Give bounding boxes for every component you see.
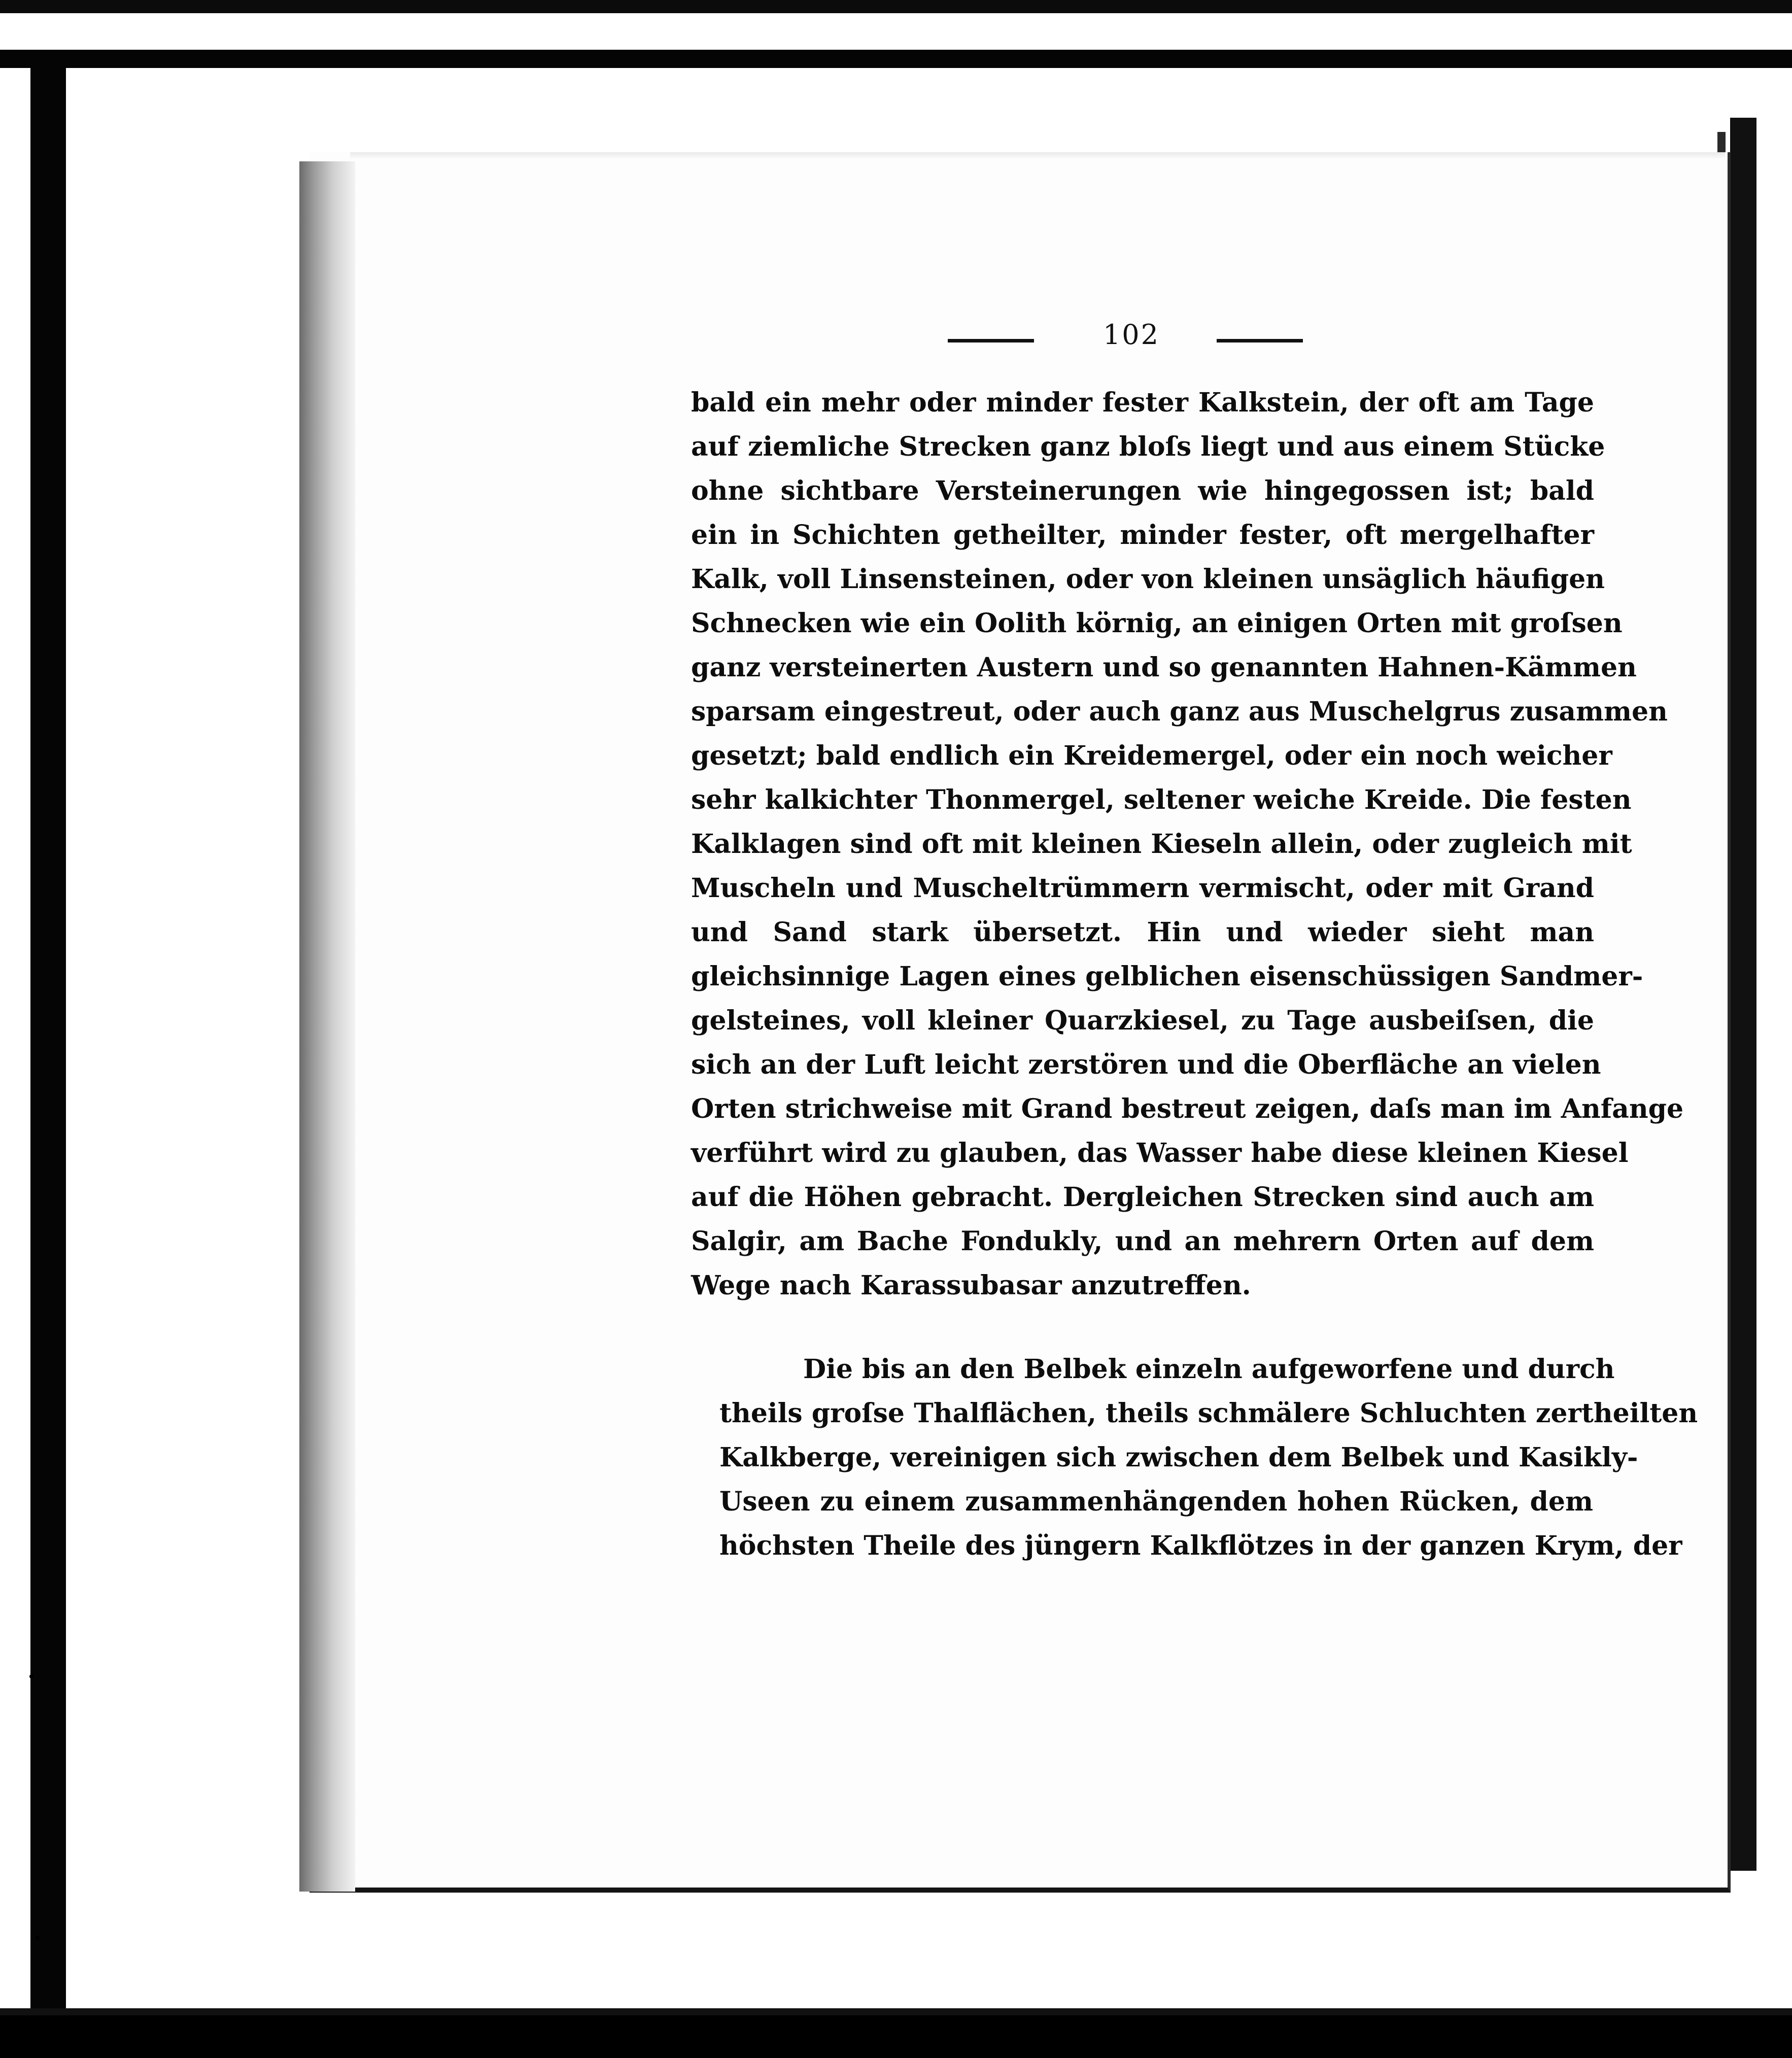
text-line: theils groſse Thalflächen, theils schmälere Schluchten zertheilten — [719, 1398, 1698, 1429]
scan-border-bottom-rule — [0, 2008, 1792, 2015]
scan-speck — [36, 1936, 40, 1940]
text-line: Kalklagen sind oft mit kleinen Kieseln allein, oder zugleich mit — [691, 829, 1632, 860]
scan-border-top-inner — [0, 50, 1792, 68]
facing-page-edge — [1730, 118, 1756, 1871]
page-gutter-shadow — [299, 161, 355, 1892]
scan-border-left — [30, 50, 66, 2008]
header-rule-left — [948, 339, 1034, 342]
text-line: ein in Schichten getheilter, minder fester, oft mergelhafter — [691, 520, 1594, 551]
text-line: Muscheln und Muscheltrümmern vermischt, oder mit Grand — [691, 873, 1594, 904]
text-line: Useen zu einem zusammenhängenden hohen Rücken, dem — [719, 1486, 1593, 1517]
text-line: höchsten Theile des jüngern Kalkflötzes in der ganzen Krym, der — [719, 1530, 1682, 1561]
text-line: Salgir, am Bache Fondukly, und an mehrern Orten auf dem — [691, 1226, 1594, 1257]
text-line: Wege nach Karassubasar anzutreffen. — [691, 1270, 1251, 1301]
text-line: ganz versteinerten Austern und so genannten Hahnen-Kämmen — [691, 652, 1637, 683]
text-line: gesetzt; bald endlich ein Kreidemergel, oder ein noch weicher — [691, 740, 1612, 771]
text-line: Die bis an den Belbek einzeln aufgeworfene und durch — [803, 1354, 1615, 1385]
scan-speck — [29, 1674, 33, 1678]
text-line: auf die Höhen gebracht. Dergleichen Strecken sind auch am — [691, 1182, 1594, 1213]
text-line: Kalk, voll Linsensteinen, oder von kleinen unsäglich häufigen — [691, 564, 1605, 595]
paragraph-1 — [691, 381, 1684, 1308]
text-line: verführt wird zu glauben, das Wasser habe diese kleinen Kiesel — [691, 1138, 1629, 1169]
text-line: und Sand stark übersetzt. Hin und wieder sieht man — [691, 917, 1594, 948]
paragraph-2 — [719, 1347, 1698, 1568]
text-line: auf ziemliche Strecken ganz bloſs liegt und aus einem Stücke — [691, 431, 1605, 462]
text-line: Schnecken wie ein Oolith körnig, an einigen Orten mit groſsen — [691, 608, 1623, 639]
text-line: gelsteines, voll kleiner Quarzkiesel, zu Tage ausbeiſsen, die — [691, 1005, 1594, 1036]
scan-border-top — [0, 0, 1792, 13]
text-line: gleichsinnige Lagen eines gelblichen eisenschüssigen Sandmer- — [691, 961, 1643, 992]
text-line: Kalkberge, vereinigen sich zwischen dem Belbek und Kasikly- — [719, 1442, 1638, 1473]
text-line: sich an der Luft leicht zerstören und die Oberfläche an vielen — [691, 1049, 1601, 1080]
text-line: bald ein mehr oder minder fester Kalkstein, der oft am Tage — [691, 387, 1594, 418]
page-top-edge — [350, 152, 1725, 159]
text-line: Orten strichweise mit Grand bestreut zeigen, daſs man im Anfange — [691, 1093, 1684, 1124]
text-line: ohne sichtbare Versteinerungen wie hingegossen ist; bald — [691, 475, 1594, 506]
header-rule-right — [1217, 339, 1303, 342]
scan-border-bottom — [0, 2008, 1792, 2058]
text-line: sparsam eingestreut, oder auch ganz aus Muschelgrus zusammen — [691, 696, 1668, 727]
text-line: sehr kalkichter Thonmergel, seltener weiche Kreide. Die festen — [691, 784, 1632, 815]
page-number: 102 — [1102, 319, 1160, 351]
